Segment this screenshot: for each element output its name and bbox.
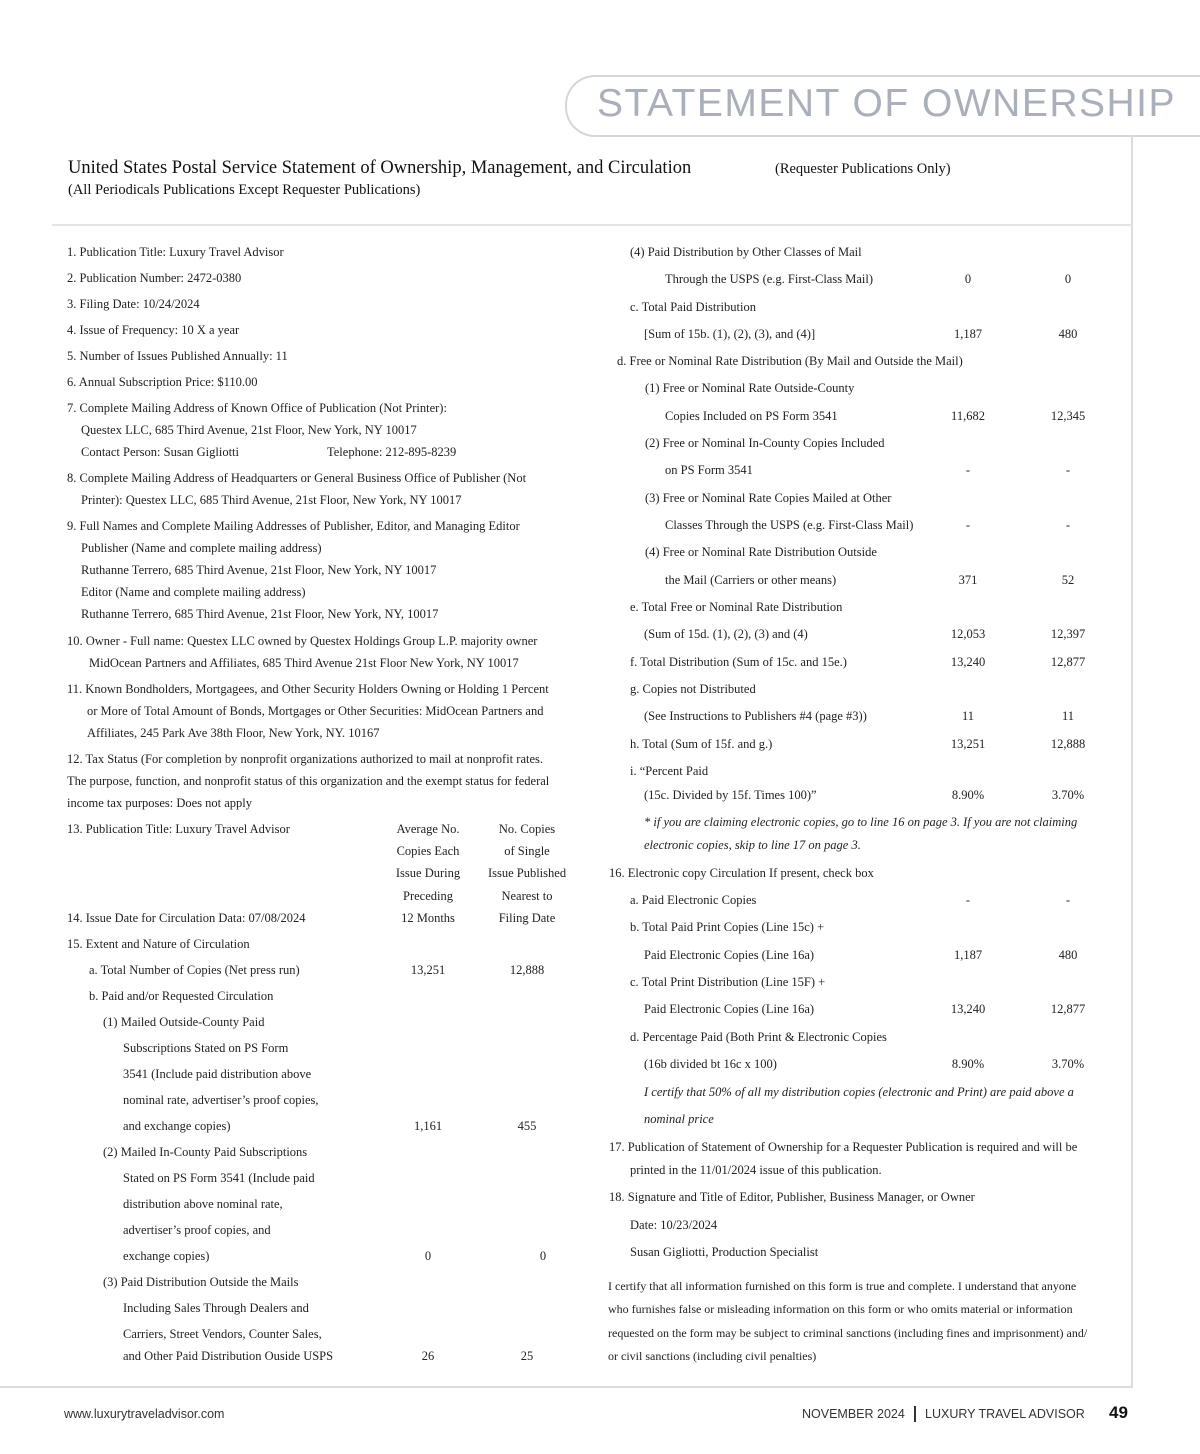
item-18-date: Date: 10/23/2024 xyxy=(630,1218,718,1232)
column-header-avg: Average No. xyxy=(396,822,460,836)
value-single: 25 xyxy=(520,1349,534,1363)
item-12-cont2: income tax purposes: Does not apply xyxy=(67,796,253,810)
value-avg: - xyxy=(965,893,971,907)
final-certification-cont: requested on the form may be subject to criminal sanctions (including fines and imprisonment) and/ xyxy=(608,1326,1088,1340)
item-7-address: Questex LLC, 685 Third Avenue, 21st Floor, New York, NY 10017 xyxy=(81,423,417,437)
item-15b2-cont: advertiser’s proof copies, and xyxy=(123,1223,271,1237)
item-14: 14. Issue Date for Circulation Data: 07/08/2024 xyxy=(67,911,306,925)
item-15b1: (1) Mailed Outside-County Paid xyxy=(103,1015,265,1029)
column-header-avg: Copies Each xyxy=(396,844,460,858)
item-9-publisher: Ruthanne Terrero, 685 Third Avenue, 21st Floor, New York, NY 10017 xyxy=(81,563,437,577)
item-9: 9. Full Names and Complete Mailing Addresses of Publisher, Editor, and Managing Editor xyxy=(67,519,520,533)
value-single: 480 xyxy=(1058,327,1078,341)
footer-publication: LUXURY TRAVEL ADVISOR xyxy=(925,1407,1085,1421)
column-header-avg: Preceding xyxy=(403,889,453,903)
column-header-single: of Single xyxy=(504,844,550,858)
item-16a: a. Paid Electronic Copies xyxy=(630,893,757,907)
frame-right-rule xyxy=(1131,135,1133,1387)
value-single: 12,877 xyxy=(1050,655,1086,669)
item-10-cont: MidOcean Partners and Affiliates, 685 Third Avenue 21st Floor New York, NY 10017 xyxy=(89,656,519,670)
item-15d2: (2) Free or Nominal In-County Copies Included xyxy=(645,436,885,450)
value-avg: 12,053 xyxy=(950,627,986,641)
item-15e: e. Total Free or Nominal Rate Distribution xyxy=(630,600,843,614)
column-header-single: Nearest to xyxy=(501,889,553,903)
value-single: 3.70% xyxy=(1051,788,1085,802)
item-16c: c. Total Print Distribution (Line 15F) + xyxy=(630,975,826,989)
item-9-editor-label: Editor (Name and complete mailing address) xyxy=(81,585,306,599)
item-15i: i. “Percent Paid xyxy=(630,764,709,778)
electronic-note-cont: electronic copies, skip to line 17 on page 3. xyxy=(644,838,861,852)
item-15f: f. Total Distribution (Sum of 15c. and 15e.) xyxy=(630,655,847,669)
page-number: 49 xyxy=(1109,1403,1128,1422)
item-15c: c. Total Paid Distribution xyxy=(630,300,756,314)
value-single: 0 xyxy=(539,1249,547,1263)
item-15e-cont: (Sum of 15d. (1), (2), (3) and (4) xyxy=(644,627,808,641)
final-certification-cont: who furnishes false or misleading information on this form or who omits material or information xyxy=(608,1302,1073,1316)
item-12-cont1: The purpose, function, and nonprofit status of this organization and the exempt status for federal xyxy=(67,774,550,788)
value-avg: 11,682 xyxy=(951,409,985,423)
item-5: 5. Number of Issues Published Annually: 11 xyxy=(67,349,288,363)
item-17-cont: printed in the 11/01/2024 issue of this publication. xyxy=(630,1163,882,1177)
item-18: 18. Signature and Title of Editor, Publisher, Business Manager, or Owner xyxy=(609,1190,975,1204)
item-15b2-cont: distribution above nominal rate, xyxy=(123,1197,283,1211)
statement-title: United States Postal Service Statement of Ownership, Management, and Circulation xyxy=(68,158,692,178)
value-avg: 1,161 xyxy=(413,1119,443,1133)
value-single: 480 xyxy=(1058,948,1078,962)
item-15b3: (3) Paid Distribution Outside the Mails xyxy=(103,1275,299,1289)
item-15g-cont: (See Instructions to Publishers #4 (page #3)) xyxy=(644,709,867,723)
value-avg: 11 xyxy=(961,709,975,723)
item-15b4: (4) Paid Distribution by Other Classes of Mail xyxy=(630,245,862,259)
item-15c-cont: [Sum of 15b. (1), (2), (3), and (4)] xyxy=(644,327,816,341)
item-15b3-cont: and Other Paid Distribution Ouside USPS xyxy=(123,1349,334,1363)
item-15b: b. Paid and/or Requested Circulation xyxy=(89,989,274,1003)
certification-note: I certify that 50% of all my distribution copies (electronic and Print) are paid above a xyxy=(644,1085,1074,1099)
value-avg: 8.90% xyxy=(951,1057,985,1071)
item-11-cont2: Affiliates, 245 Park Ave 38th Floor, New York, NY. 10167 xyxy=(87,726,380,740)
item-16b: b. Total Paid Print Copies (Line 15c) + xyxy=(630,920,825,934)
item-15i-cont: (15c. Divided by 15f. Times 100)” xyxy=(644,788,817,802)
item-15b4-cont: Through the USPS (e.g. First-Class Mail) xyxy=(665,272,873,286)
column-header-avg: 12 Months xyxy=(401,911,455,925)
item-16d: d. Percentage Paid (Both Print & Electronic Copies xyxy=(630,1030,887,1044)
value-single: 12,397 xyxy=(1050,627,1086,641)
item-16d-cont: (16b divided bt 16c x 100) xyxy=(644,1057,777,1071)
item-15b3-cont: Carriers, Street Vendors, Counter Sales, xyxy=(123,1327,322,1341)
item-16b-cont: Paid Electronic Copies (Line 16a) xyxy=(644,948,815,962)
item-15b3-cont: Including Sales Through Dealers and xyxy=(123,1301,309,1315)
value-avg: 13,240 xyxy=(950,655,986,669)
item-15b1-cont: Subscriptions Stated on PS Form xyxy=(123,1041,289,1055)
statement-subtitle: (All Periodicals Publications Except Requester Publications) xyxy=(68,182,421,198)
value-single: 12,888 xyxy=(509,963,545,977)
item-13: 13. Publication Title: Luxury Travel Advisor xyxy=(67,822,290,836)
value-avg: 0 xyxy=(964,272,972,286)
item-11-cont1: or More of Total Amount of Bonds, Mortgages or Other Securities: MidOcean Partners and xyxy=(87,704,544,718)
column-header-single: Issue Published xyxy=(487,866,567,880)
item-6: 6. Annual Subscription Price: $110.00 xyxy=(67,375,258,389)
value-avg: 0 xyxy=(424,1249,432,1263)
item-15d3: (3) Free or Nominal Rate Copies Mailed at Other xyxy=(645,491,892,505)
item-15h: h. Total (Sum of 15f. and g.) xyxy=(630,737,773,751)
item-7-telephone: Telephone: 212-895-8239 xyxy=(327,445,457,459)
item-2: 2. Publication Number: 2472-0380 xyxy=(67,271,242,285)
value-avg: 13,251 xyxy=(410,963,446,977)
value-single: 0 xyxy=(1064,272,1072,286)
item-18-signer: Susan Gigliotti, Production Specialist xyxy=(630,1245,819,1259)
value-avg: 26 xyxy=(421,1349,435,1363)
item-15d1-cont: Copies Included on PS Form 3541 xyxy=(665,409,838,423)
value-avg: 13,240 xyxy=(950,1002,986,1016)
value-single: - xyxy=(1065,893,1071,907)
value-avg: 1,187 xyxy=(953,948,983,962)
certification-note-cont: nominal price xyxy=(644,1112,714,1126)
value-avg: - xyxy=(965,463,971,477)
item-9-publisher-label: Publisher (Name and complete mailing address) xyxy=(81,541,322,555)
item-3: 3. Filing Date: 10/24/2024 xyxy=(67,297,200,311)
value-avg: 371 xyxy=(958,573,978,587)
item-15d2-cont: on PS Form 3541 xyxy=(665,463,753,477)
item-9-editor: Ruthanne Terrero, 685 Third Avenue, 21st Floor, New York, NY, 10017 xyxy=(81,607,439,621)
header-divider xyxy=(52,224,1132,226)
footer-url[interactable]: www.luxurytraveladvisor.com xyxy=(64,1407,225,1421)
item-15a: a. Total Number of Copies (Net press run) xyxy=(89,963,300,977)
item-15b1-cont: 3541 (Include paid distribution above xyxy=(123,1067,312,1081)
value-avg: 13,251 xyxy=(950,737,986,751)
item-11: 11. Known Bondholders, Mortgagees, and Other Security Holders Owning or Holding 1 Percent xyxy=(67,682,549,696)
item-7: 7. Complete Mailing Address of Known Office of Publication (Not Printer): xyxy=(67,401,447,415)
value-avg: - xyxy=(965,518,971,532)
frame-bottom-rule xyxy=(0,1386,1133,1388)
item-17: 17. Publication of Statement of Ownership for a Requester Publication is required and will be xyxy=(609,1140,1078,1154)
item-15b2-cont: Stated on PS Form 3541 (Include paid xyxy=(123,1171,315,1185)
value-single: - xyxy=(1065,518,1071,532)
item-15b1-cont: nominal rate, advertiser’s proof copies, xyxy=(123,1093,319,1107)
item-7-contact: Contact Person: Susan Gigliotti xyxy=(81,445,239,459)
item-15d3-cont: Classes Through the USPS (e.g. First-Class Mail) xyxy=(665,518,914,532)
item-15g: g. Copies not Distributed xyxy=(630,682,756,696)
item-15d4: (4) Free or Nominal Rate Distribution Outside xyxy=(645,545,877,559)
column-header-avg: Issue During xyxy=(395,866,461,880)
value-single: 12,877 xyxy=(1050,1002,1086,1016)
column-header-single: No. Copies xyxy=(498,822,556,836)
value-single: 455 xyxy=(517,1119,537,1133)
requester-note: (Requester Publications Only) xyxy=(775,161,951,177)
item-8: 8. Complete Mailing Address of Headquarters or General Business Office of Publisher (Not xyxy=(67,471,527,485)
item-16c-cont: Paid Electronic Copies (Line 16a) xyxy=(644,1002,815,1016)
value-avg: 1,187 xyxy=(953,327,983,341)
item-8-cont: Printer): Questex LLC, 685 Third Avenue, 21st Floor, New York, NY 10017 xyxy=(81,493,462,507)
column-header-single: Filing Date xyxy=(498,911,556,925)
item-16: 16. Electronic copy Circulation If present, check box xyxy=(609,866,874,880)
electronic-note: * if you are claiming electronic copies, go to line 16 on page 3. If you are not claiming xyxy=(644,815,1078,829)
final-certification-cont: or civil sanctions (including civil penalties) xyxy=(608,1349,817,1363)
item-15b2: (2) Mailed In-County Paid Subscriptions xyxy=(103,1145,308,1159)
value-single: 12,345 xyxy=(1050,409,1086,423)
item-15: 15. Extent and Nature of Circulation xyxy=(67,937,250,951)
item-15d1: (1) Free or Nominal Rate Outside-County xyxy=(645,381,855,395)
item-15d4-cont: the Mail (Carriers or other means) xyxy=(665,573,837,587)
value-single: 3.70% xyxy=(1051,1057,1085,1071)
value-single: 52 xyxy=(1061,573,1075,587)
value-single: 12,888 xyxy=(1050,737,1086,751)
item-12: 12. Tax Status (For completion by nonprofit organizations authorized to mail at nonprofit rates. xyxy=(67,752,544,766)
item-15b1-cont: and exchange copies) xyxy=(123,1119,231,1133)
value-single: 11 xyxy=(1061,709,1075,723)
final-certification: I certify that all information furnished on this form is true and complete. I understand that anyone xyxy=(608,1279,1077,1293)
item-4: 4. Issue of Frequency: 10 X a year xyxy=(67,323,240,337)
value-single: - xyxy=(1065,463,1071,477)
footer-separator xyxy=(914,1406,916,1422)
item-15d: d. Free or Nominal Rate Distribution (By Mail and Outside the Mail) xyxy=(617,354,963,368)
item-1: 1. Publication Title: Luxury Travel Advisor xyxy=(67,245,284,259)
footer-issue: NOVEMBER 2024 xyxy=(802,1407,905,1421)
page-banner-title: STATEMENT OF OWNERSHIP xyxy=(597,82,1177,125)
item-10: 10. Owner - Full name: Questex LLC owned by Questex Holdings Group L.P. majority owner xyxy=(67,634,538,648)
item-15b2-cont: exchange copies) xyxy=(123,1249,210,1263)
value-avg: 8.90% xyxy=(951,788,985,802)
